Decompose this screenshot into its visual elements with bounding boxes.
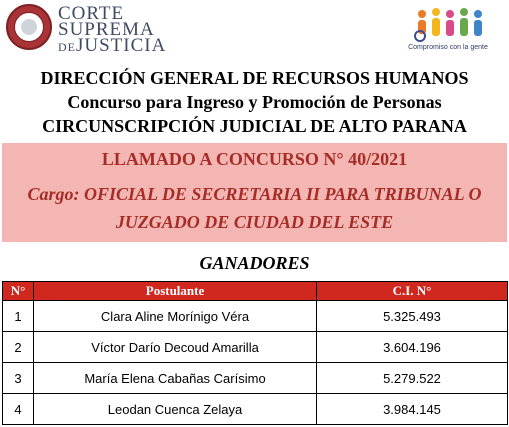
table-row [3,332,508,363]
national-seal-icon [6,4,52,50]
table-row [3,363,508,394]
people-group-icon [412,6,492,42]
table-row [3,394,508,425]
row-number: 2 [3,332,34,363]
row-number: 4 [3,394,34,425]
row-name: Víctor Darío Decoud Amarilla [34,332,317,363]
llamado-title: LLAMADO A CONCURSO N° 40/2021 [101,149,408,169]
title-line-2: Concurso para Ingreso y Promoción de Personas [67,92,442,112]
table-header-row [3,282,508,301]
document-titles [0,66,509,138]
row-name: Clara Aline Morínigo Véra [34,301,317,332]
row-ci: 3.984.145 [317,394,508,425]
institution-line-1: CORTE [58,3,125,24]
notice-box [2,143,507,242]
compromiso-logo [400,6,496,56]
institution-name [58,3,167,56]
header-ci: C.I. N° [317,282,508,301]
title-line-1: DIRECCIÓN GENERAL DE RECURSOS HUMANOS [40,68,469,88]
header-number: N° [3,282,34,301]
institution-line-3: DE [58,40,76,54]
row-ci: 5.325.493 [317,301,508,332]
header-postulante: Postulante [34,282,317,301]
row-ci: 3.604.196 [317,332,508,363]
row-number: 3 [3,363,34,394]
table-row [3,301,508,332]
corte-suprema-logo [6,4,166,56]
cargo-line-2: JUZGADO DE CIUDAD DEL ESTE [115,212,394,232]
title-line-3: CIRCUNSCRIPCIÓN JUDICIAL DE ALTO PARANA [42,116,467,136]
institution-line-4: JUSTICIA [76,35,167,56]
row-ci: 5.279.522 [317,363,508,394]
cargo-line-1: Cargo: OFICIAL DE SECRETARIA II PARA TRIBUNAL O [27,184,482,204]
institution-line-2: SUPREMA [58,19,155,40]
row-number: 1 [3,301,34,332]
section-title: GANADORES [199,253,310,273]
slogan: Compromiso con la gente [408,44,488,51]
row-name: María Elena Cabañas Carísimo [34,363,317,394]
row-name: Leodan Cuenca Zelaya [34,394,317,425]
winners-table [2,281,508,425]
cargo-description [2,180,507,236]
